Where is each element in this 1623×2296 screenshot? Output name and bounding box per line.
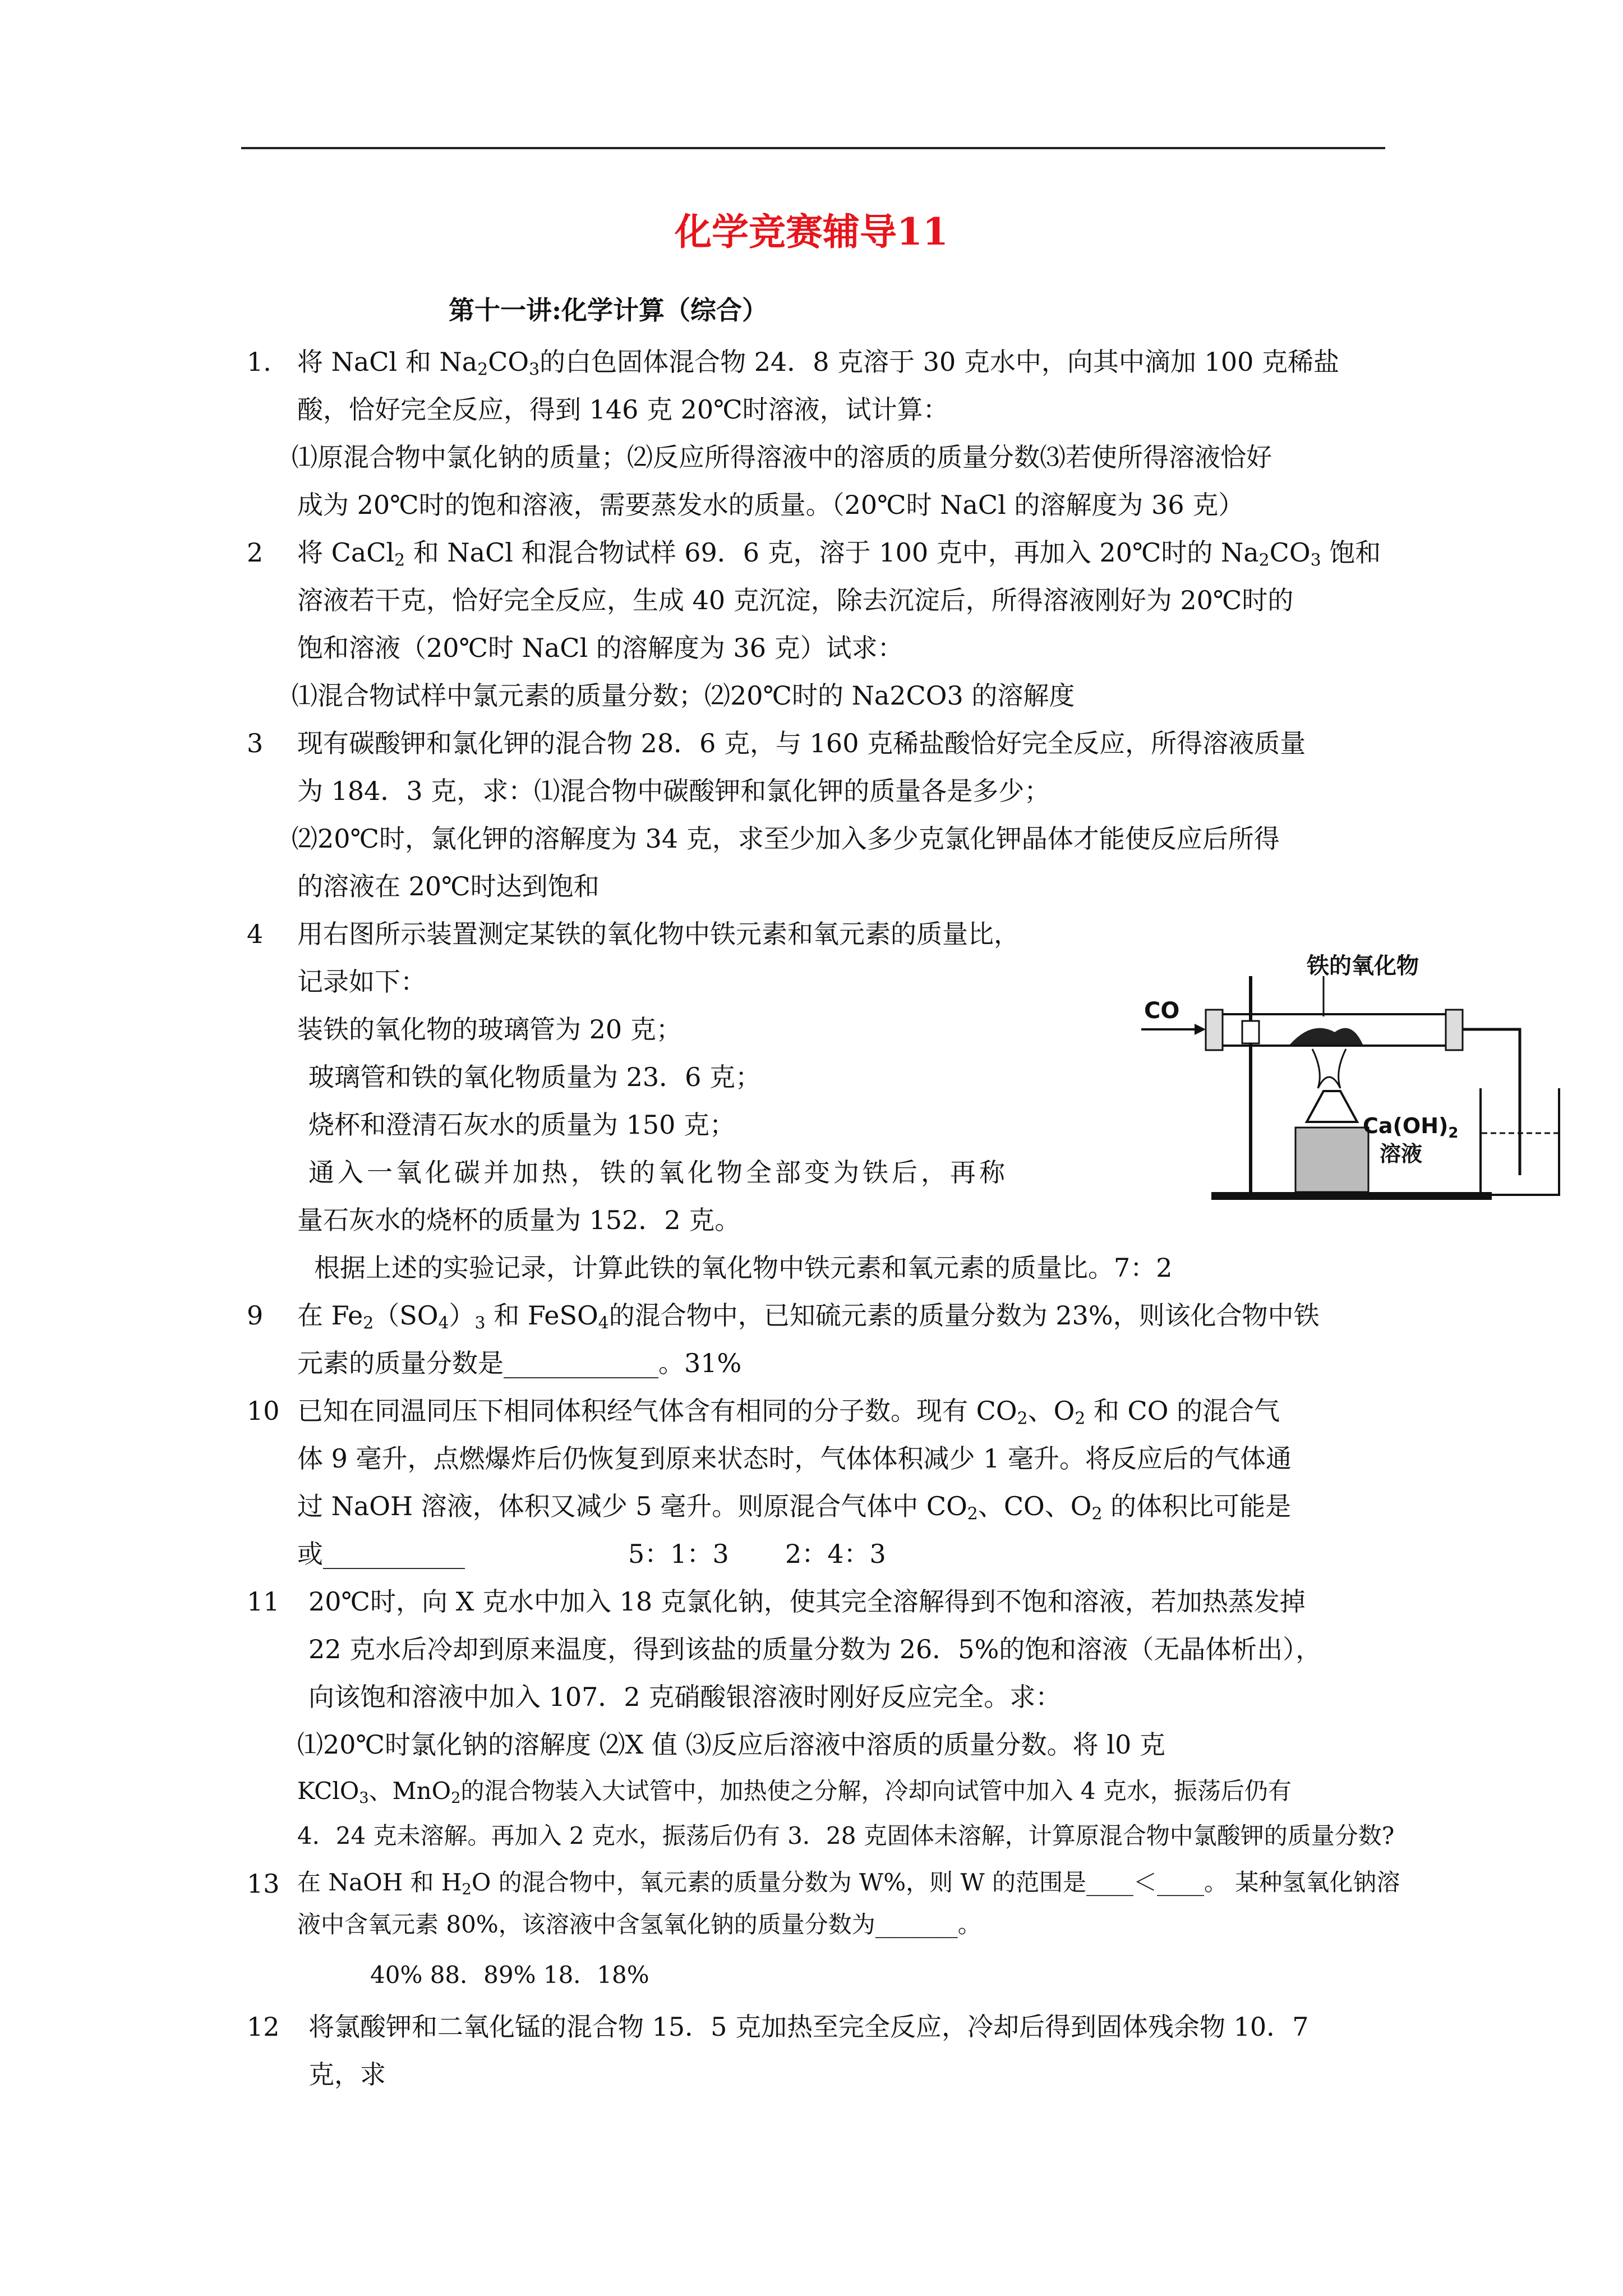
- problem-11-line: 4．24 克未溶解。再加入 2 克水，振荡后仍有 3．28 克固体未溶解，计算原混合物中氯酸钾的质量分数?: [297, 1822, 1395, 1849]
- solution-label: 溶液: [1380, 1142, 1423, 1166]
- problem-3-number: 3: [247, 728, 264, 758]
- problem-4-line: 玻璃管和铁的氧化物质量为 23．6 克；: [308, 1062, 762, 1092]
- problem-10-line: 过 NaOH 溶液，体积又减少 5 毫升。则原混合气体中 $CO_2$、CO、$O_2$ 的体积比可能是: [297, 1491, 1292, 1524]
- problem-9-line: 元素的质量分数是____________。31%: [297, 1348, 742, 1378]
- problem-2-line: 溶液若干克，恰好完全反应，生成 40 克沉淀，除去沉淀后，所得溶液刚好为 20℃时的: [297, 585, 1294, 615]
- problem-3-line: ⑵20℃时，氯化钾的溶解度为 34 克，求至少加入多少克氯化钾晶体才能使反应后所得: [292, 823, 1280, 854]
- problem-4-number: 4: [247, 919, 264, 949]
- problem-1-line: 将 NaCl 和 $Na_2CO_3$的白色固体混合物 24．8 克溶于 30 克水中，向其中滴加 100 克稀盐: [297, 347, 1339, 380]
- problem-10-answer: 2：4：3: [785, 1539, 886, 1569]
- problem-13-number: 13: [247, 1869, 280, 1899]
- problem-11-line: ⑴20℃时氯化钠的溶解度 ⑵X 值 ⑶反应后溶液中溶质的质量分数。将 l0 克: [297, 1729, 1165, 1760]
- problem-12-number: 12: [247, 2012, 280, 2042]
- oxide-label: 铁的氧化物: [1307, 954, 1419, 979]
- problem-4-line: 装铁的氧化物的玻璃管为 20 克；: [297, 1014, 682, 1045]
- problem-4-line: 用右图所示装置测定某铁的氧化物中铁元素和氧元素的质量比，: [297, 919, 1020, 949]
- co-label: CO: [1144, 998, 1180, 1024]
- problem-11-line: KClO$_3$、MnO$_2$的混合物装入大试管中，加热使之分解，冷却向试管中加入 4 克水，振荡后仍有: [297, 1777, 1292, 1807]
- problem-4-line: 根据上述的实验记录，计算此铁的氧化物中铁元素和氧元素的质量比。7：2: [314, 1253, 1173, 1283]
- lecture-subtitle: 第十一讲:化学计算（综合）: [449, 295, 768, 325]
- caoh-label: $Ca(OH)_2$: [1363, 1114, 1459, 1142]
- page-title: 化学竞赛辅导11: [675, 210, 948, 254]
- problem-9-number: 9: [247, 1300, 264, 1331]
- problem-1-line: 成为 20℃时的饱和溶液，需要蒸发水的质量。（20℃时 NaCl 的溶解度为 36 克）: [297, 490, 1244, 520]
- alcohol-lamp: [1307, 1091, 1357, 1122]
- problem-2-line: 将 CaCl$_2$ 和 NaCl 和混合物试样 69．6 克，溶于 100 克中，再加入 20℃时的 $Na_2CO_3$ 饱和: [297, 537, 1381, 570]
- problem-3-line: 现有碳酸钾和氯化钾的混合物 28．6 克，与 160 克稀盐酸恰好完全反应，所得溶液质量: [297, 728, 1306, 758]
- problem-4-line: 烧杯和澄清石灰水的质量为 150 克；: [308, 1110, 736, 1140]
- problem-9-line: 在 $Fe_2(SO_4)_3$ 和 FeSO$_4$的混合物中，已知硫元素的质量分数为 23%，则该化合物中铁: [297, 1300, 1320, 1333]
- problem-4-line: 通入一氧化碳并加热，铁的氧化物全部变为铁后，再称: [308, 1157, 1008, 1188]
- problem-2-line: 饱和溶液（20℃时 NaCl 的溶解度为 36 克）试求：: [297, 633, 903, 663]
- problem-2-line: ⑴混合物试样中氯元素的质量分数；⑵20℃时的 Na2CO3 的溶解度: [292, 680, 1075, 711]
- problem-4-line: 记录如下：: [297, 967, 426, 997]
- problem-13-line: 液中含氧元素 80%，该溶液中含氢氧化钠的质量分数为_______。: [297, 1911, 981, 1938]
- problem-4-line: 量石灰水的烧杯的质量为 152．2 克。: [297, 1205, 741, 1235]
- problem-3-line: 的溶液在 20℃时达到饱和: [297, 871, 600, 901]
- problem-10-answer: 5：1：3: [628, 1539, 729, 1569]
- problem-1-number: 1.: [247, 347, 271, 377]
- problem-12-line: 克，求: [308, 2059, 386, 2090]
- problem-10-line: 体 9 毫升，点燃爆炸后仍恢复到原来状态时，气体体积减少 1 毫升。将反应后的气体通: [297, 1443, 1292, 1474]
- problem-10-line: 或___________: [297, 1539, 465, 1569]
- problem-11-number: 11: [247, 1586, 280, 1617]
- problem-1-line: ⑴原混合物中氯化钠的质量；⑵反应所得溶液中的溶质的质量分数⑶若使所得溶液恰好: [292, 442, 1272, 472]
- flame-icon: [1312, 1049, 1346, 1088]
- problem-11-line: 22 克水后冷却到原来温度，得到该盐的质量分数为 26．5%的饱和溶液（无晶体析出），: [308, 1634, 1322, 1664]
- stand-base: [1211, 1192, 1492, 1200]
- problem-1-line: 酸，恰好完全反应，得到 146 克 20℃时溶液，试计算：: [297, 394, 949, 425]
- apparatus-diagram: [1138, 954, 1565, 1217]
- problem-13-answers: 40% 88．89% 18．18%: [370, 1961, 649, 1989]
- problem-2-number: 2: [247, 537, 264, 568]
- problem-11-line: 20℃时，向 X 克水中加入 18 克氯化钠，使其完全溶解得到不饱和溶液，若加热蒸发掉: [308, 1586, 1306, 1617]
- outlet-tube: [1463, 1029, 1520, 1175]
- problem-11-line: 向该饱和溶液中加入 107．2 克硝酸银溶液时刚好反应完全。求：: [308, 1682, 1062, 1712]
- header-rule: [241, 147, 1385, 149]
- problem-12-line: 将氯酸钾和二氧化锰的混合物 15．5 克加热至完全反应，冷却后得到固体残余物 10．7: [308, 2012, 1309, 2042]
- iron-oxide-sample: [1290, 1028, 1363, 1045]
- problem-13-line: 在 NaOH 和 $H_2O$ 的混合物中，氧元素的质量分数为 W%，则 W 的范围是____＜____。 某种氢氧化钠溶: [297, 1869, 1400, 1898]
- problem-10-number: 10: [247, 1396, 280, 1426]
- wood-block: [1295, 1128, 1368, 1192]
- problem-10-line: 已知在同温同压下相同体积经气体含有相同的分子数。现有 $CO_2$、$O_2$ 和 CO 的混合气: [297, 1396, 1280, 1429]
- problem-3-line: 为 184．3 克，求：⑴混合物中碳酸钾和氯化钾的质量各是多少；: [297, 776, 1050, 806]
